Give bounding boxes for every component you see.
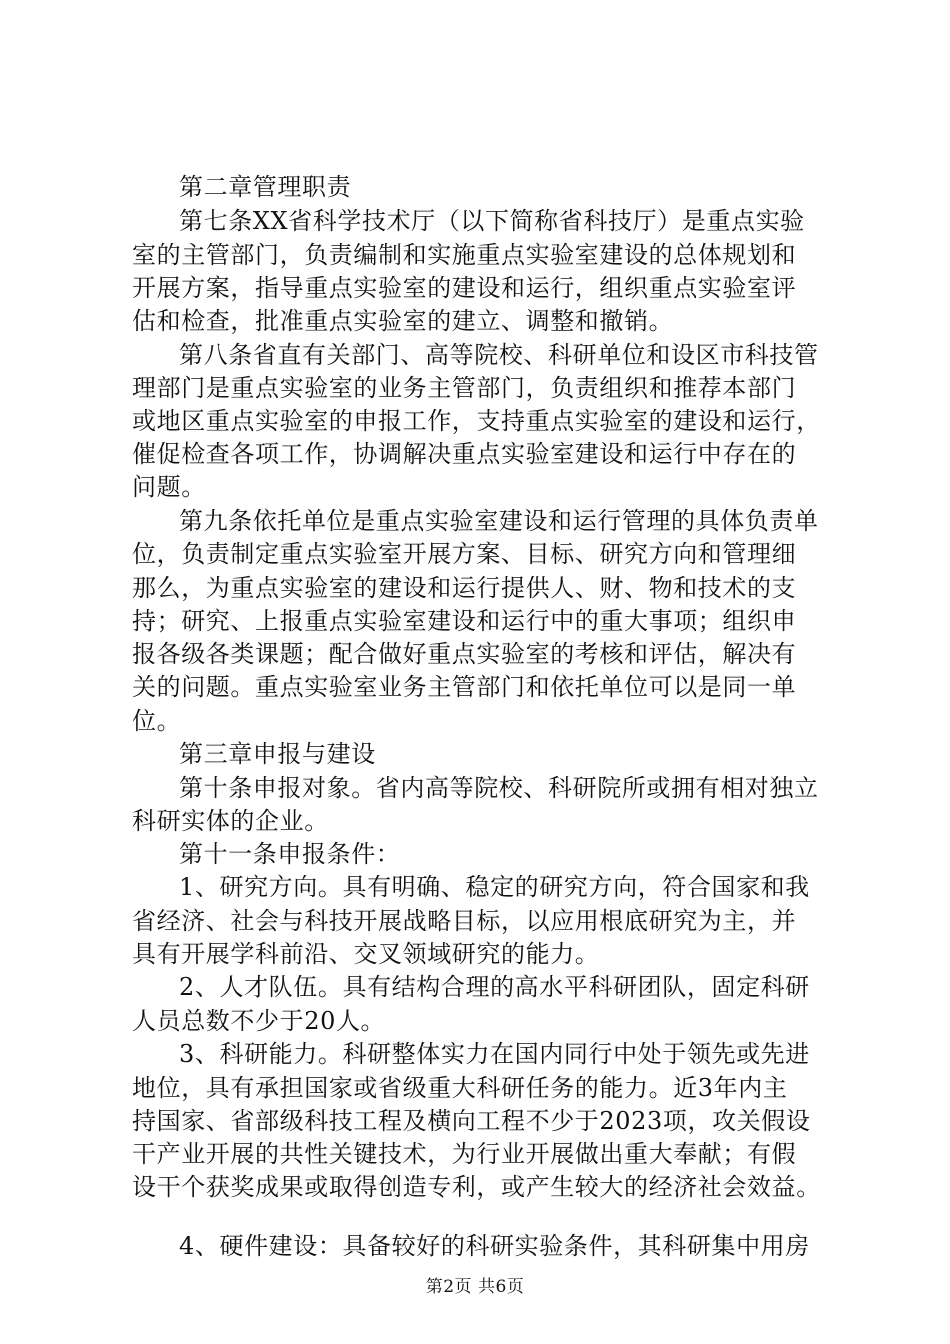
text-line: 1、研究方向。具有明确、稳定的研究方向，符合国家和我 <box>179 873 810 901</box>
page-number-footer: 第2页 共6页 <box>425 1277 525 1297</box>
text-line: 那么，为重点实验室的建设和运行提供人、财、物和技术的支 <box>132 574 797 602</box>
text-line: 关的问题。重点实验室业务主管部门和依托单位可以是同一单 <box>132 673 797 701</box>
text-line: 4、硬件建设：具备较好的科研实验条件，其科研集中用房 <box>179 1232 810 1260</box>
text-line-chapter-3-heading: 第三章申报与建设 <box>179 740 376 768</box>
text-line: 3、科研能力。科研整体实力在国内同行中处于领先或先进 <box>179 1040 810 1068</box>
text-line: 持国家、省部级科技工程及横向工程不少于2023项，攻关假设 <box>132 1107 811 1135</box>
text-line: 人员总数不少于20人。 <box>132 1007 386 1035</box>
text-line: 估和检查，批准重点实验室的建立、调整和撤销。 <box>132 307 674 335</box>
text-line: 第九条依托单位是重点实验室建设和运行管理的具体负责单 <box>179 507 819 535</box>
text-line: 2、人才队伍。具有结构合理的高水平科研团队，固定科研 <box>179 973 810 1001</box>
text-line: 问题。 <box>132 473 206 501</box>
text-line: 第七条XX省科学技术厅（以下简称省科技厅）是重点实验 <box>179 207 805 235</box>
text-line: 第八条省直有关部门、高等院校、科研单位和设区市科技管 <box>179 341 819 369</box>
text-line: 地位，具有承担国家或省级重大科研任务的能力。近3年内主 <box>132 1074 788 1102</box>
text-line: 开展方案，指导重点实验室的建设和运行，组织重点实验室评 <box>132 274 797 302</box>
text-line: 第十条申报对象。省内高等院校、科研院所或拥有相对独立 <box>179 774 819 802</box>
text-line: 第十一条申报条件： <box>179 840 401 868</box>
text-line: 科研实体的企业。 <box>132 807 329 835</box>
text-line: 位，负责制定重点实验室开展方案、目标、研究方向和管理细 <box>132 540 797 568</box>
text-line: 具有开展学科前沿、交叉领域研究的能力。 <box>132 940 600 968</box>
text-line: 位。 <box>132 707 182 735</box>
text-line: 室的主管部门，负责编制和实施重点实验室建设的总体规划和 <box>132 241 797 269</box>
text-line: 报各级各类课题；配合做好重点实验室的考核和评估，解决有 <box>132 640 797 668</box>
text-line: 或地区重点实验室的申报工作，支持重点实验室的建设和运行， <box>132 407 821 435</box>
text-line-chapter-2-heading: 第二章管理职责 <box>179 173 352 201</box>
text-line: 省经济、社会与科技开展战略目标，以应用根底研究为主，并 <box>132 907 797 935</box>
text-line: 设干个获奖成果或取得创造专利，或产生较大的经济社会效益。 <box>132 1173 821 1201</box>
text-line: 催促检查各项工作，协调解决重点实验室建设和运行中存在的 <box>132 440 797 468</box>
text-line: 理部门是重点实验室的业务主管部门，负责组织和推荐本部门 <box>132 374 797 402</box>
text-line: 干产业开展的共性关键技术，为行业开展做出重大奉献；有假 <box>132 1140 797 1168</box>
text-line: 持；研究、上报重点实验室建设和运行中的重大事项；组织申 <box>132 607 797 635</box>
